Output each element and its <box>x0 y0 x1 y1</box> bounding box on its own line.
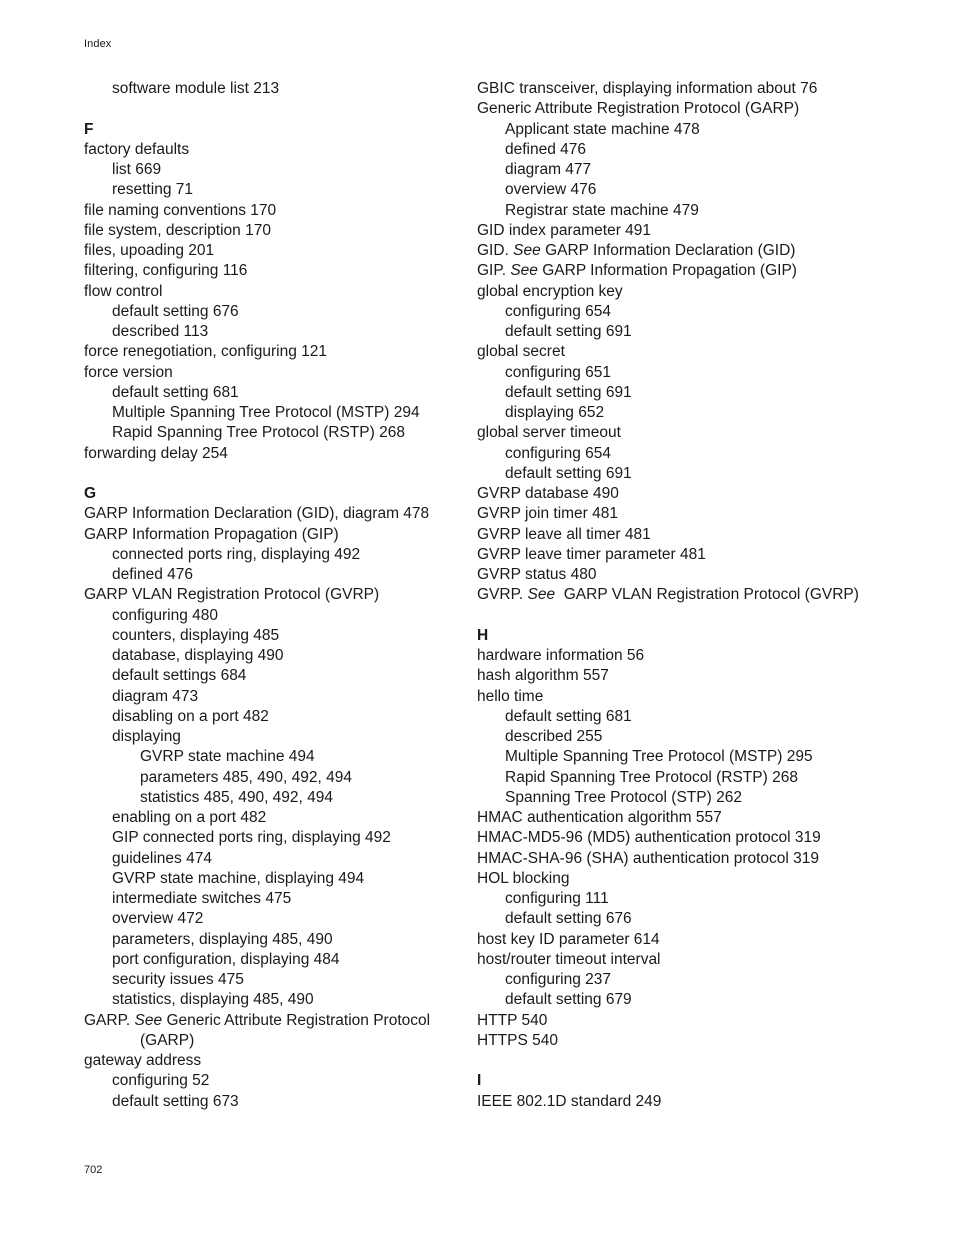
index-entry: force renegotiation, configuring 121 <box>84 343 327 361</box>
index-entry: GARP Information Propagation (GIP) <box>84 525 339 543</box>
see-reference-target: GARP Information Propagation (GIP) <box>537 262 797 280</box>
index-entry-term: GARP. <box>84 1011 135 1029</box>
index-subentry: connected ports ring, displaying 492 <box>112 545 361 563</box>
index-subentry: defined 476 <box>112 566 194 583</box>
index-subentry: configuring 237 <box>505 971 611 988</box>
index-subentry: Rapid Spanning Tree Protocol (RSTP) 268 <box>112 424 405 442</box>
index-entry: global secret <box>477 343 565 361</box>
index-subentry: default settings 684 <box>112 667 247 685</box>
index-subentry: resetting 71 <box>112 181 193 199</box>
index-subentry: GVRP state machine 494 <box>140 748 315 766</box>
index-subentry: list 669 <box>112 161 162 178</box>
index-subentry: default setting 681 <box>112 383 239 401</box>
index-subentry: default setting 691 <box>505 464 632 482</box>
index-subentry: database, displaying 490 <box>112 647 284 664</box>
see-reference-label: See <box>527 586 556 604</box>
index-column-right <box>477 79 917 1112</box>
index-entry: HTTP 540 <box>477 1011 548 1029</box>
index-subentry: Rapid Spanning Tree Protocol (RSTP) 268 <box>505 768 798 786</box>
index-entry: HMAC-MD5-96 (MD5) authentication protocol 319 <box>477 829 821 847</box>
index-subentry: security issues 475 <box>112 971 244 988</box>
index-section-letter: I <box>477 1072 482 1090</box>
index-subentry: default setting 676 <box>112 302 239 320</box>
index-subentry: Multiple Spanning Tree Protocol (MSTP) 295 <box>505 748 813 766</box>
index-entry: GBIC transceiver, displaying information about 76 <box>477 80 818 97</box>
index-entry: files, upoading 201 <box>84 242 215 259</box>
index-subentry: Applicant state machine 478 <box>505 120 700 138</box>
index-entry-term: GID. <box>477 242 514 259</box>
index-entry: GID index parameter 491 <box>477 221 652 239</box>
index-entry: HTTPS 540 <box>477 1031 558 1049</box>
index-subentry: configuring 654 <box>505 302 611 320</box>
index-subentry: configuring 651 <box>505 363 611 381</box>
index-entry: GVRP join timer 481 <box>477 505 618 523</box>
index-subentry: described 255 <box>505 728 603 745</box>
index-subentry: (GARP) <box>140 1031 195 1049</box>
index-subentry: configuring 654 <box>505 444 611 462</box>
see-reference-label: See <box>510 262 538 280</box>
index-subentry: parameters 485, 490, 492, 494 <box>140 768 352 786</box>
index-entry: flow control <box>84 282 163 300</box>
index-subentry: Registrar state machine 479 <box>505 201 699 219</box>
index-subentry: default setting 673 <box>112 1092 239 1110</box>
index-subentry: statistics, displaying 485, 490 <box>112 991 314 1009</box>
see-reference-target: Generic Attribute Registration Protocol <box>162 1011 431 1029</box>
index-entry: file naming conventions 170 <box>84 201 277 219</box>
index-entry: factory defaults <box>84 140 190 158</box>
index-entry-term: GIP. <box>477 262 511 280</box>
index-subentry: Spanning Tree Protocol (STP) 262 <box>505 788 742 806</box>
index-subentry: default setting 676 <box>505 910 632 928</box>
index-entry: HMAC-SHA-96 (SHA) authentication protocol 319 <box>477 849 820 867</box>
index-subentry: diagram 473 <box>112 687 199 705</box>
index-entry: GARP Information Declaration (GID), diagram 478 <box>84 505 430 523</box>
index-subentry: port configuration, displaying 484 <box>112 950 340 968</box>
index-subentry: parameters, displaying 485, 490 <box>112 930 333 948</box>
index-entry-term: GVRP. <box>477 586 528 604</box>
index-entry: hash algorithm 557 <box>477 667 609 685</box>
index-entry: hardware information 56 <box>477 647 645 664</box>
page-number: 702 <box>84 1164 103 1176</box>
index-entry: HOL blocking <box>477 869 570 887</box>
index-subentry: GVRP state machine, displaying 494 <box>112 869 365 887</box>
index-entry: file system, description 170 <box>84 221 271 239</box>
see-reference-target: GARP Information Declaration (GID) <box>540 242 796 259</box>
index-section-letter: G <box>84 485 97 502</box>
index-column-left <box>84 79 464 1112</box>
index-subentry: GIP connected ports ring, displaying 492 <box>112 829 391 847</box>
index-entry: GVRP leave timer parameter 481 <box>477 545 706 563</box>
index-subentry: guidelines 474 <box>112 849 212 867</box>
index-entry: hello time <box>477 687 544 705</box>
index-subentry: diagram 477 <box>505 161 592 178</box>
index-entry <box>477 585 917 605</box>
index-entry: filtering, configuring 116 <box>84 262 248 280</box>
index-subentry: configuring 480 <box>112 606 218 624</box>
index-entry: force version <box>84 363 173 381</box>
index-section-gap <box>477 1051 917 1071</box>
index-section-letter: H <box>477 626 489 644</box>
index-subentry: intermediate switches 475 <box>112 890 292 907</box>
index-entry: GVRP database 490 <box>477 485 619 502</box>
index-entry: GVRP leave all timer 481 <box>477 525 651 543</box>
index-section-gap <box>477 606 917 626</box>
index-subentry: Multiple Spanning Tree Protocol (MSTP) 294 <box>112 404 420 421</box>
index-subentry: software module list 213 <box>112 80 280 97</box>
index-subentry: displaying <box>112 728 181 745</box>
index-section-gap <box>84 464 464 484</box>
index-entry: GARP VLAN Registration Protocol (GVRP) <box>84 586 380 604</box>
index-subentry: counters, displaying 485 <box>112 626 280 644</box>
index-subentry: overview 472 <box>112 910 204 928</box>
index-section-gap <box>84 99 464 119</box>
see-reference-target: GARP VLAN Registration Protocol (GVRP) <box>555 586 859 604</box>
index-subentry: overview 476 <box>505 181 597 199</box>
index-subentry: statistics 485, 490, 492, 494 <box>140 788 334 806</box>
index-subentry: defined 476 <box>505 140 587 158</box>
index-entry: host/router timeout interval <box>477 950 661 968</box>
index-entry <box>84 1011 464 1031</box>
index-subentry: default setting 691 <box>505 383 632 401</box>
index-entry: host key ID parameter 614 <box>477 930 660 948</box>
running-header: Index <box>84 38 112 50</box>
index-subentry: default setting 691 <box>505 323 632 340</box>
index-entry <box>477 241 917 261</box>
see-reference-label: See <box>134 1011 163 1029</box>
index-entry: IEEE 802.1D standard 249 <box>477 1092 662 1110</box>
index-entry: HMAC authentication algorithm 557 <box>477 809 722 826</box>
index-entry: GVRP status 480 <box>477 566 597 583</box>
index-entry: global encryption key <box>477 282 623 300</box>
index-subentry: default setting 679 <box>505 991 632 1009</box>
index-subentry: displaying 652 <box>505 404 605 421</box>
index-subentry: default setting 681 <box>505 707 632 725</box>
index-subentry: configuring 52 <box>112 1072 210 1090</box>
index-entry <box>477 261 917 281</box>
see-reference-label: See <box>513 242 541 259</box>
index-entry: global server timeout <box>477 424 621 442</box>
index-subentry: configuring 111 <box>505 890 609 907</box>
index-entry: Generic Attribute Registration Protocol (GARP) <box>477 100 800 118</box>
index-entry: gateway address <box>84 1052 202 1069</box>
index-section-letter: F <box>84 120 94 138</box>
index-subentry: disabling on a port 482 <box>112 707 269 725</box>
index-entry: forwarding delay 254 <box>84 444 228 462</box>
index-subentry: described 113 <box>112 323 209 340</box>
index-subentry: enabling on a port 482 <box>112 809 267 826</box>
